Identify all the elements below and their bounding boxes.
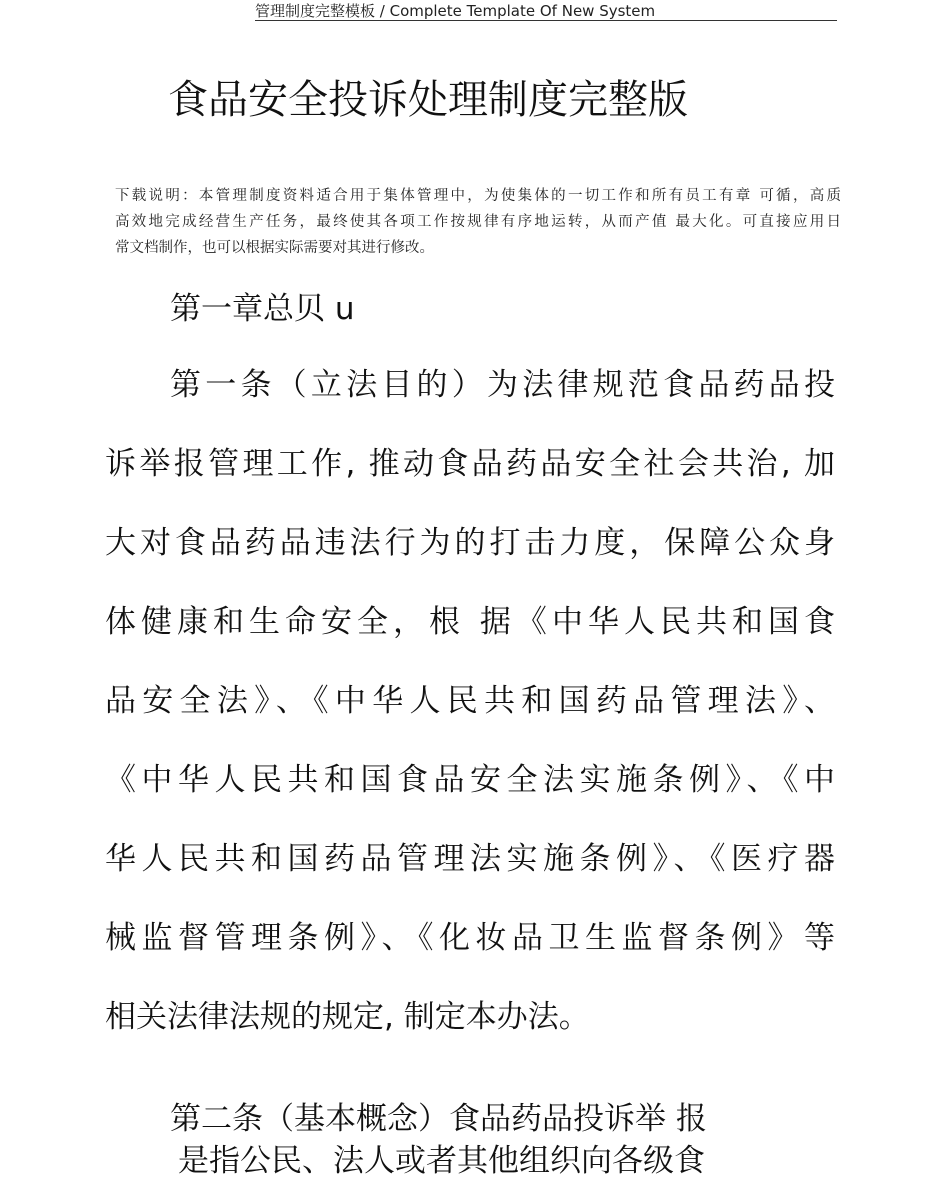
- download-note-line: 高效地完成经营生产任务，最终使其各项工作按规律有序地运转，从而产值 最大化。可直接应用日: [115, 214, 841, 230]
- article-2-line: 是指公民、法人或者其他组织向各级食: [178, 1143, 705, 1179]
- page-header: [255, 2, 837, 21]
- article-1-line: 品安全法》、《中华人民共和国药品管理法》、: [105, 683, 835, 719]
- download-note-line: 常文档制作，也可以根据实际需要对其进行修改。: [115, 240, 434, 256]
- article-2-line: 第二条（基本概念）食品药品投诉举 报: [170, 1101, 707, 1137]
- article-1-line: 《中华人民共和国食品安全法实施条例》、《中: [105, 762, 835, 798]
- article-1-line: 第一条（立法目的）为法律规范食品药品投: [170, 367, 835, 403]
- chapter-heading: 第一章总贝 u: [170, 291, 355, 327]
- article-1: [105, 346, 835, 1057]
- article-1-line: 大对食品药品违法行为的打击力度，保障公众身: [105, 525, 835, 561]
- header-text: 管理制度完整模板 / Complete Template Of New System: [255, 2, 656, 20]
- article-1-line: 械监督管理条例》、《化妆品卫生监督条例》等: [105, 920, 835, 956]
- download-note-line: 下载说明：本管理制度资料适合用于集体管理中，为使集体的一切工作和所有员工有章 可循，高质: [115, 188, 841, 204]
- article-2: [170, 1098, 707, 1182]
- article-1-line: 相关法律法规的规定, 制定本办法。: [105, 999, 590, 1035]
- download-note: [115, 183, 841, 261]
- article-1-line: 诉举报管理工作, 推动食品药品安全社会共治, 加: [105, 446, 835, 482]
- document-title: 食品安全投诉处理制度完整版: [168, 77, 688, 123]
- article-1-line: 华人民共和国药品管理法实施条例》、《医疗器: [105, 841, 835, 877]
- article-1-line: 体健康和生命安全，根 据《中华人民共和国食: [105, 604, 835, 640]
